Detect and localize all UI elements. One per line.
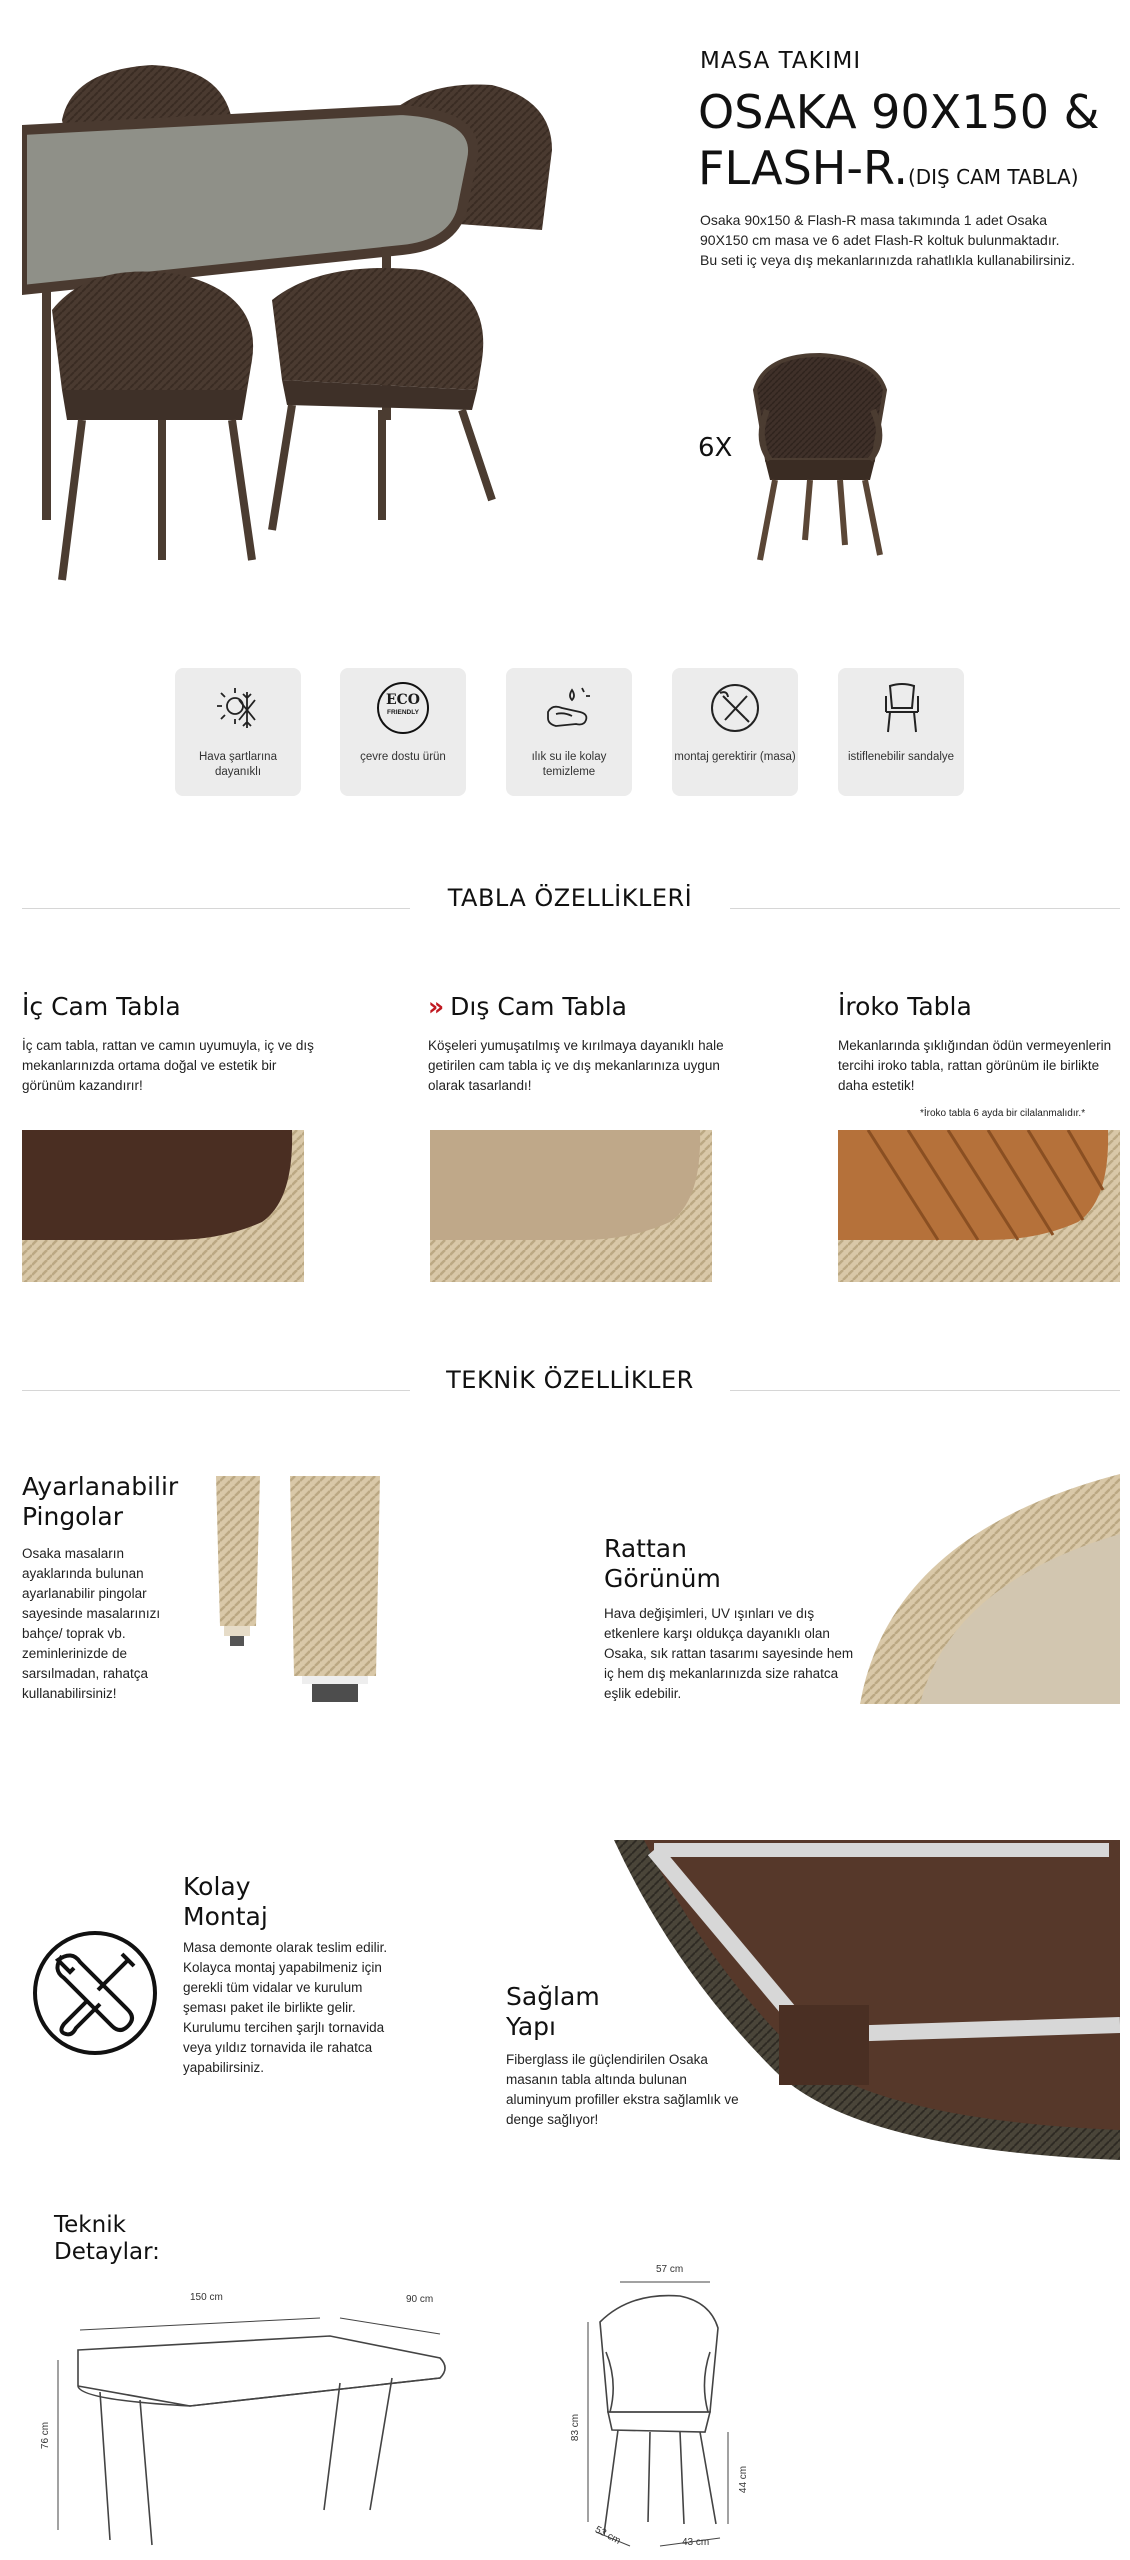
chair-width-label: 57 cm xyxy=(656,2264,684,2275)
yapi-title: Sağlam Yapı xyxy=(506,1982,600,2041)
montaj-icon xyxy=(30,1928,160,2058)
eco-badge-top: ECO xyxy=(385,692,420,708)
table-width-label: 90 cm xyxy=(406,2294,434,2305)
weather-resistant-icon xyxy=(213,682,265,734)
rattan-text: Hava değişimleri, UV ışınları ve dış etkenlere karşı oldukça dayanıklı olan Osaka, sık rattan tasarımı sayesinde hem iç hem dış mekanlarınızda size rahatca eşlik edebilir. xyxy=(604,1606,854,1701)
easy-clean-icon xyxy=(542,682,596,734)
flash-r-chair-image xyxy=(745,350,895,565)
title-line-2: FLASH-R. xyxy=(698,141,908,195)
title-line-1: OSAKA 90X150 & xyxy=(698,85,1100,139)
rattan-image xyxy=(860,1474,1120,1704)
chair-dimension-drawing xyxy=(560,2262,770,2552)
feature-label-stackable: istiflenebilir sandalye xyxy=(847,751,955,763)
feature-card-clean xyxy=(506,668,632,796)
eco-friendly-icon xyxy=(377,682,429,734)
page-title xyxy=(698,84,1100,205)
teknik-section-title: TEKNİK ÖZELLİKLER xyxy=(446,1366,694,1394)
table-length-label: 150 cm xyxy=(190,2292,223,2303)
teknik-divider-right xyxy=(730,1390,1120,1391)
chair-depth-label: 53 cm xyxy=(593,2524,623,2547)
hero-table-set-image xyxy=(22,60,582,600)
pingolar-text: Osaka masaların ayaklarında bulunan ayarlanabilir pingolar sayesinde masalarınızı bahçe/ toprak vb. zeminlerinizde de sarsılmadan, rahatça kullanabilirsiniz! xyxy=(22,1546,161,1701)
feature-label-assembly: montaj gerektirir (masa) xyxy=(674,751,796,763)
stackable-chair-icon xyxy=(880,682,924,734)
tabla-section-title: TABLA ÖZELLİKLERİ xyxy=(447,884,693,912)
teknik-divider-left xyxy=(22,1390,410,1391)
tabla-dis-cam-title: Dış Cam Tabla xyxy=(450,992,627,1021)
tabla-iroko-text: Mekanlarında şıklığından ödün vermeyenlerin tercihi iroko tabla, rattan görünüm ile birlikte daha estetik! xyxy=(838,1038,1112,1093)
montaj-title: Kolay Montaj xyxy=(183,1872,268,1931)
header-kicker: MASA TAKIMI xyxy=(700,48,862,74)
rattan-title: Rattan Görünüm xyxy=(604,1534,721,1593)
selected-marker-icon: » xyxy=(428,992,445,1021)
tabla-divider-left xyxy=(22,908,410,909)
tabla-iroko-title: İroko Tabla xyxy=(838,992,972,1021)
feature-card-assembly xyxy=(672,668,798,796)
header-description: Osaka 90x150 & Flash-R masa takımında 1 adet Osaka 90X150 cm masa ve 6 adet Flash-R koltuk bulunmaktadır. Bu seti iç veya dış mekanlarınızda rahatlıkla kullanabilirsiniz. xyxy=(700,212,1076,268)
table-height-label: 76 cm xyxy=(40,2421,52,2450)
pingolar-image xyxy=(210,1476,425,1704)
dis-cam-tabla-image xyxy=(430,1130,712,1282)
title-line-2-wrap xyxy=(698,140,1100,205)
pingolar-title: Ayarlanabilir Pingolar xyxy=(22,1472,179,1531)
ic-cam-tabla-image xyxy=(22,1130,304,1282)
tabla-ic-cam-title: İç Cam Tabla xyxy=(22,992,181,1021)
feature-label-eco: çevre dostu ürün xyxy=(360,751,446,763)
detaylar-title: Teknik Detaylar: xyxy=(54,2212,160,2265)
feature-card-weather xyxy=(175,668,301,796)
eco-badge-bottom: FRIENDLY xyxy=(387,709,419,716)
feature-label-clean: ılık su ile kolay temizleme xyxy=(531,751,607,778)
title-suffix: (DIŞ CAM TABLA) xyxy=(907,165,1079,189)
tabla-divider-right xyxy=(730,908,1120,909)
chair-seat-height-label: 44 cm xyxy=(738,2465,750,2494)
tabla-ic-cam-text: İç cam tabla, rattan ve camın uyumuyla, iç ve dış mekanlarınızda ortama doğal ve estetik bir görünüm kazandırır! xyxy=(22,1038,314,1093)
chair-seat-width-label: 43 cm xyxy=(682,2537,710,2548)
chair-count: 6X xyxy=(698,433,733,463)
table-dimension-drawing xyxy=(40,2290,460,2552)
yapi-text: Fiberglass ile güçlendirilen Osaka masanın tabla altında bulunan aluminyum profiller ekstra sağlamlık ve denge sağlıyor! xyxy=(506,2052,739,2127)
tabla-dis-cam-title-wrap xyxy=(428,992,627,1021)
feature-card-eco xyxy=(340,668,466,796)
iroko-tabla-image xyxy=(838,1130,1120,1282)
tabla-dis-cam-text: Köşeleri yumuşatılmış ve kırılmaya dayanıklı hale getirilen cam tabla iç ve dış mekanlarınıza uygun olarak tasarlandı! xyxy=(428,1038,724,1093)
assembly-icon xyxy=(709,682,761,734)
chair-height-label: 83 cm xyxy=(570,2413,582,2442)
feature-label-weather: Hava şartlarına dayanıklı xyxy=(199,751,277,778)
tabla-iroko-note: *İroko tabla 6 ayda bir cilalanmalıdır.* xyxy=(920,1108,1086,1119)
montaj-text: Masa demonte olarak teslim edilir. Kolayca montaj yapabilmeniz için gerekli tüm vidalar ve kurulum şeması paket ile birlikte gelir. Kurulumu tercihen şarjlı tornavida veya yıldız tornavida ile rahatca yapabilirsiniz. xyxy=(183,1940,388,2075)
feature-card-stackable xyxy=(838,668,964,796)
